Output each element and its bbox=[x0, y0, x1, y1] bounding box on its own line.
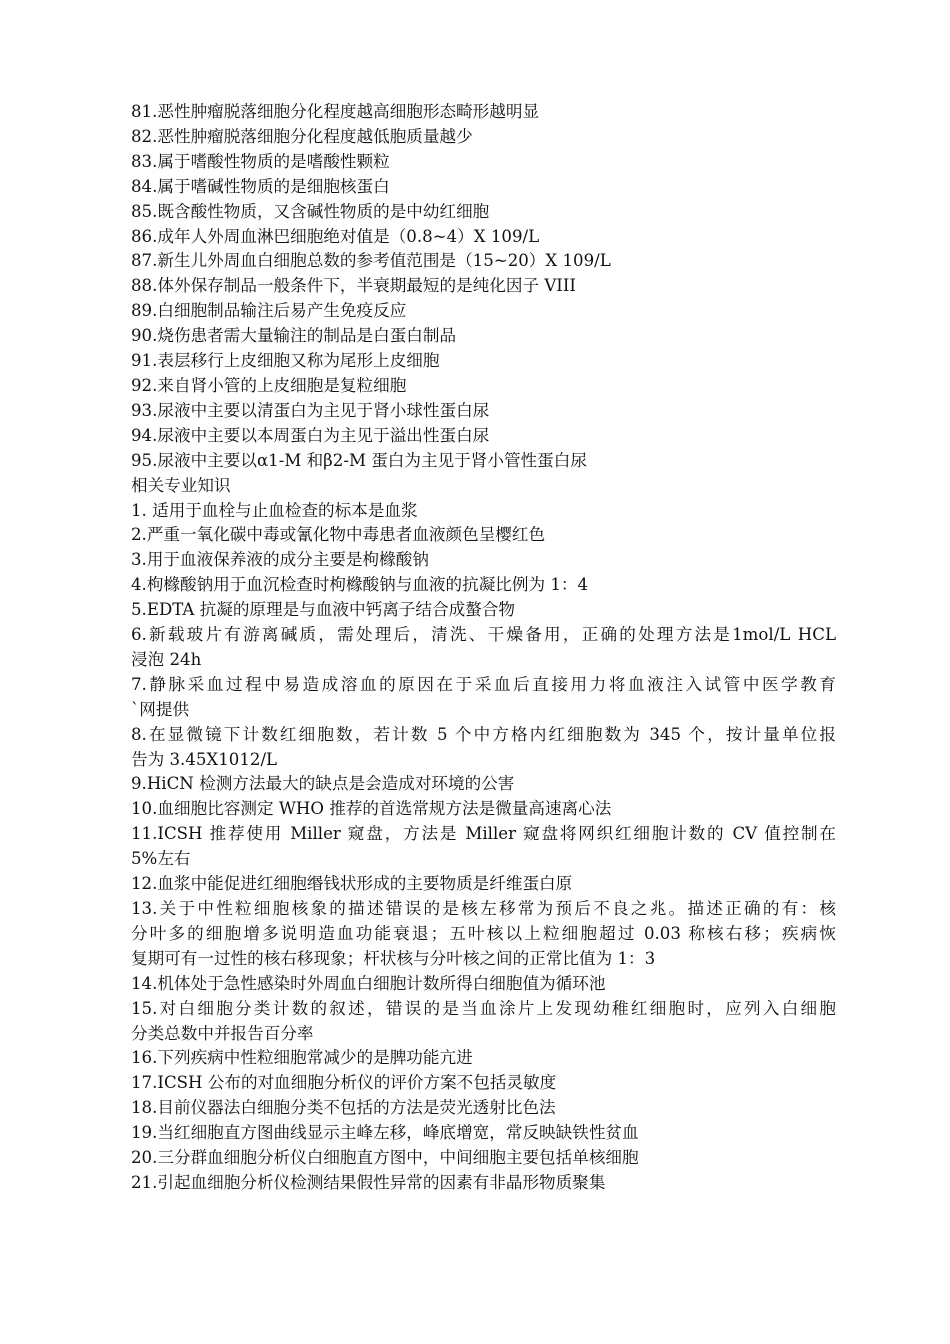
text-line-13-cont-a: 分叶多的细胞增多说明造血功能衰退；五叶核以上粒细胞超过 0.03 称核右移；疾病恢 bbox=[131, 923, 836, 943]
text-line-92: 92.来自肾小管的上皮细胞是复粒细胞 bbox=[131, 375, 407, 395]
text-line-90: 90.烧伤患者需大量输注的制品是白蛋白制品 bbox=[131, 326, 457, 346]
text-line-86: 86.成年人外周血淋巴细胞绝对值是（0.8~4）X 109/L bbox=[131, 226, 540, 246]
text-line-8-cont: 告为 3.45X1012/L bbox=[131, 749, 278, 769]
text-line-18: 18.目前仪器法白细胞分类不包括的方法是荧光透射比色法 bbox=[131, 1098, 556, 1118]
text-line-7: 7.静脉采血过程中易造成溶血的原因在于采血后直接用力将血液注入试管中医学教育 bbox=[131, 674, 836, 694]
section-heading: 相关专业知识 bbox=[131, 475, 231, 495]
text-line-9: 9.HiCN 检测方法最大的缺点是会造成对环境的公害 bbox=[131, 774, 515, 794]
text-line-95: 95.尿液中主要以α1-M 和β2-M 蛋白为主见于肾小管性蛋白尿 bbox=[131, 450, 587, 470]
text-line-89: 89.白细胞制品输注后易产生免疫反应 bbox=[131, 301, 407, 321]
text-line-13: 13.关于中性粒细胞核象的描述错误的是核左移常为预后不良之兆。描述正确的有：核 bbox=[131, 899, 836, 918]
text-line-84: 84.属于嗜碱性物质的是细胞核蛋白 bbox=[131, 176, 390, 196]
text-line-94: 94.尿液中主要以本周蛋白为主见于溢出性蛋白尿 bbox=[131, 425, 490, 445]
text-line-93: 93.尿液中主要以清蛋白为主见于肾小球性蛋白尿 bbox=[131, 400, 490, 420]
text-line-87: 87.新生儿外周血白细胞总数的参考值范围是（15~20）X 109/L bbox=[131, 251, 611, 271]
text-line-4: 4.枸橼酸钠用于血沉检查时枸橼酸钠与血液的抗凝比例为 1：4 bbox=[131, 575, 589, 595]
text-line-17: 17.ICSH 公布的对血细胞分析仪的评价方案不包括灵敏度 bbox=[131, 1073, 557, 1093]
text-line-5: 5.EDTA 抗凝的原理是与血液中钙离子结合成螯合物 bbox=[131, 600, 515, 620]
text-line-83: 83.属于嗜酸性物质的是嗜酸性颗粒 bbox=[131, 151, 390, 171]
text-line-21: 21.引起血细胞分析仪检测结果假性异常的因素有非晶形物质聚集 bbox=[131, 1172, 606, 1192]
text-line-88: 88.体外保存制品一般条件下，半衰期最短的是纯化因子 VIII bbox=[131, 276, 576, 296]
text-line-15: 15.对白细胞分类计数的叙述，错误的是当血涂片上发现幼稚红细胞时，应列入白细胞 bbox=[131, 998, 836, 1018]
text-line-2: 2.严重一氧化碳中毒或氰化物中毒患者血液颜色呈樱红色 bbox=[131, 525, 546, 545]
text-line-3: 3.用于血液保养液的成分主要是枸橼酸钠 bbox=[131, 550, 429, 570]
document-body bbox=[131, 100, 836, 1196]
text-line-6-cont: 浸泡 24h bbox=[131, 649, 202, 669]
text-line-91: 91.表层移行上皮细胞又称为尾形上皮细胞 bbox=[131, 351, 440, 371]
text-line-81: 81.恶性肿瘤脱落细胞分化程度越高细胞形态畸形越明显 bbox=[131, 102, 540, 121]
text-line-11: 11.ICSH 推荐使用 Miller 窥盘，方法是 Miller 窥盘将网织红细胞计数的 CV 值控制在 bbox=[131, 824, 836, 844]
text-line-15-cont: 分类总数中并报告百分率 bbox=[131, 1023, 314, 1043]
text-line-14: 14.机体处于急性感染时外周血白细胞计数所得白细胞值为循环池 bbox=[131, 973, 606, 993]
text-line-20: 20.三分群血细胞分析仪白细胞直方图中，中间细胞主要包括单核细胞 bbox=[131, 1148, 639, 1168]
text-line-11-cont: 5%左右 bbox=[131, 849, 191, 869]
text-line-85: 85.既含酸性物质，又含碱性物质的是中幼红细胞 bbox=[131, 201, 490, 221]
text-line-7-cont: `网提供 bbox=[131, 699, 190, 719]
text-line-1: 1. 适用于血栓与止血检查的标本是血浆 bbox=[131, 500, 418, 520]
text-line-10: 10.血细胞比容测定 WHO 推荐的首选常规方法是微量高速离心法 bbox=[131, 799, 612, 819]
text-line-6: 6.新载玻片有游离碱质，需处理后，清洗、干燥备用，正确的处理方法是1mol/L HCL bbox=[131, 625, 836, 645]
text-line-16: 16.下列疾病中性粒细胞常减少的是脾功能亢进 bbox=[131, 1048, 473, 1068]
text-line-82: 82.恶性肿瘤脱落细胞分化程度越低胞质量越少 bbox=[131, 126, 473, 146]
text-line-13-cont-b: 复期可有一过性的核右移现象；杆状核与分叶核之间的正常比值为 1：3 bbox=[131, 948, 656, 968]
text-line-8: 8.在显微镜下计数红细胞数，若计数 5 个中方格内红细胞数为 345 个，按计量单位报 bbox=[131, 724, 836, 744]
text-line-19: 19.当红细胞直方图曲线显示主峰左移，峰底增宽，常反映缺铁性贫血 bbox=[131, 1123, 639, 1143]
text-line-12: 12.血浆中能促进红细胞缗钱状形成的主要物质是纤维蛋白原 bbox=[131, 874, 573, 894]
